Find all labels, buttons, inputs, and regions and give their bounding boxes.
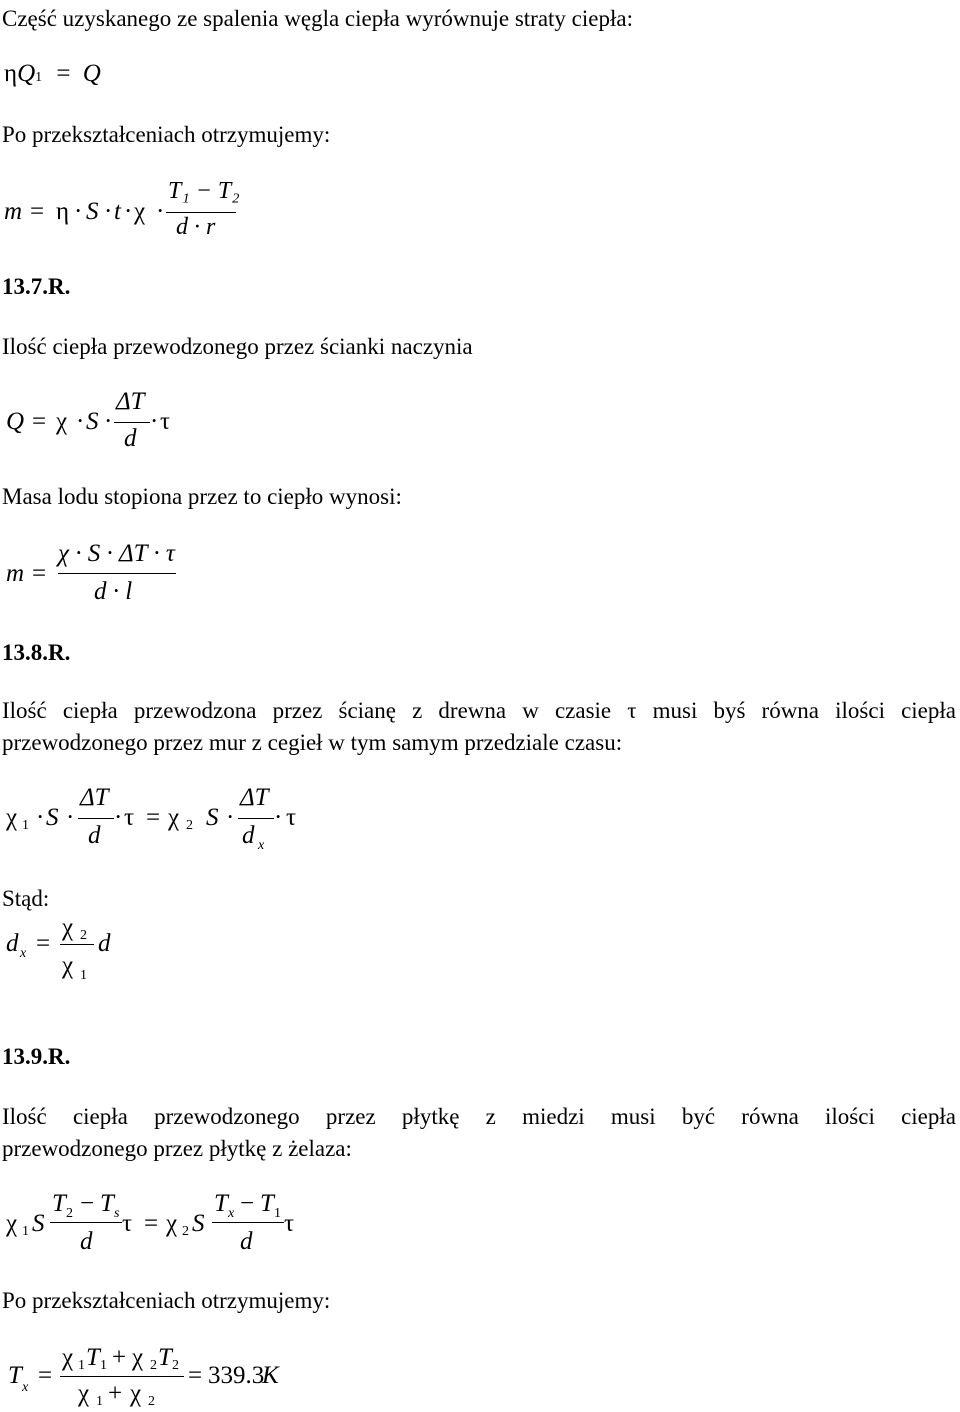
fraction-numerator: ΔT: [240, 784, 269, 811]
tau-symbol: τ: [284, 1210, 295, 1237]
subscript: 1: [22, 818, 29, 833]
paragraph-ice-mass: Masa lodu stopiona przez to ciepło wynosi:: [2, 484, 402, 509]
fraction-bar: [114, 422, 150, 423]
subscript: s: [114, 1206, 120, 1221]
subscript: 2: [182, 1224, 189, 1239]
dot-operator: ·: [104, 198, 113, 225]
chi-symbol: χ: [132, 1344, 144, 1371]
q-symbol: Q: [82, 60, 101, 87]
paragraph-transformations: Po przekształceniach otrzymujemy:: [2, 122, 331, 147]
dot-operator: ·: [124, 198, 133, 225]
equals-sign: =: [188, 1362, 203, 1389]
subscript: 2: [186, 818, 193, 833]
fraction-denominator: d: [88, 822, 101, 849]
subscript: 1: [78, 1358, 85, 1373]
eta-symbol: η: [4, 60, 18, 87]
q-symbol: Q: [6, 408, 25, 435]
subscript: 2: [172, 1358, 179, 1373]
equals-sign: =: [38, 1362, 53, 1389]
dot-operator: ·: [76, 408, 85, 435]
chi-symbol: χ: [6, 1210, 18, 1237]
equation-heat-balance: [4, 60, 101, 88]
s-symbol: S: [32, 1210, 45, 1237]
subscript: x: [228, 1206, 235, 1221]
t-symbol: T: [86, 1344, 100, 1371]
subscript: 2: [80, 928, 87, 943]
chi-symbol: χ: [62, 914, 74, 941]
fraction-bar: [60, 944, 94, 945]
chi-symbol: χ: [62, 952, 74, 979]
subscript: 2: [150, 1358, 157, 1373]
fraction-denominator: d: [242, 822, 255, 849]
minus-sign: −: [240, 1190, 255, 1217]
paragraph-heat-walls: Ilość ciepła przewodzonego przez ścianki naczynia: [2, 334, 473, 359]
paragraph-wood-wall-cont: przewodzonego przez mur z cegieł w tym samym przedziale czasu:: [2, 730, 623, 755]
fraction-bar: [60, 1376, 184, 1377]
dot-operator: ·: [274, 804, 283, 831]
kelvin-unit: K: [262, 1362, 279, 1389]
subscript: 1: [274, 1206, 281, 1221]
subscript: 1: [96, 1394, 103, 1409]
tau-symbol: τ: [160, 408, 171, 435]
eta-symbol: η: [56, 198, 70, 225]
plus-sign: +: [112, 1344, 127, 1371]
d-symbol: d: [6, 930, 19, 957]
fraction-numerator: T₁ − T₂: [168, 178, 240, 204]
subscript: 1: [22, 1224, 29, 1239]
fraction-numerator: χ · S · ΔT · τ: [58, 540, 175, 567]
subscript: 1: [80, 968, 87, 983]
mass-symbol: m: [4, 198, 23, 225]
dot-operator: ·: [74, 198, 83, 225]
q-symbol: Q: [17, 60, 36, 87]
equals-sign: =: [144, 1210, 159, 1237]
equals-sign: =: [30, 198, 45, 225]
s-symbol: S: [86, 408, 99, 435]
dot-operator: ·: [114, 804, 123, 831]
subscript: 2: [148, 1394, 155, 1409]
t-symbol: T: [158, 1344, 172, 1371]
result-value: 339.3: [208, 1362, 265, 1389]
fraction-numerator: ΔT: [116, 388, 145, 415]
tau-symbol: τ: [122, 1210, 133, 1237]
fraction-bar: [78, 818, 114, 819]
subscript: 2: [66, 1206, 73, 1221]
dot-operator: ·: [104, 408, 113, 435]
fraction-bar: [212, 1222, 284, 1223]
paragraph-copper-plate-cont: przewodzonego przez płytkę z żelaza:: [2, 1136, 352, 1161]
fraction-denominator: d: [80, 1228, 93, 1255]
d-symbol: d: [98, 930, 111, 957]
paragraph-copper-plate: Ilość ciepła przewodzonego przez płytkę z miedzi musi być równa ilości ciepła: [2, 1104, 956, 1129]
plus-sign: +: [108, 1380, 123, 1407]
s-symbol: S: [206, 804, 219, 831]
chi-symbol: χ: [6, 804, 18, 831]
minus-sign: −: [80, 1190, 95, 1217]
equals-sign: =: [32, 408, 47, 435]
fraction-bar: [50, 1222, 122, 1223]
t-symbol: T: [260, 1190, 274, 1217]
t-symbol: t: [114, 198, 121, 225]
dot-operator: ·: [150, 408, 159, 435]
chi-symbol: χ: [134, 198, 146, 225]
section-heading-13-8: 13.8.R.: [2, 640, 71, 665]
dot-operator: ·: [226, 804, 235, 831]
t-symbol: T: [52, 1190, 66, 1217]
subscript: x: [20, 946, 27, 961]
chi-symbol: χ: [56, 408, 68, 435]
fraction-bar: [58, 573, 176, 574]
s-symbol: S: [86, 198, 99, 225]
fraction-denominator: d: [240, 1228, 253, 1255]
dot-operator: ·: [36, 804, 45, 831]
dot-operator: ·: [156, 198, 165, 225]
t-symbol: T: [214, 1190, 228, 1217]
equals-sign: =: [56, 60, 71, 87]
subscript: x: [22, 1380, 29, 1395]
paragraph-heat-balance: Część uzyskanego ze spalenia węgla ciepła wyrównuje straty ciepła:: [2, 6, 633, 31]
t-symbol: T: [100, 1190, 114, 1217]
fraction-denominator: d: [124, 425, 137, 452]
chi-symbol: χ: [168, 804, 180, 831]
s-symbol: S: [46, 804, 59, 831]
dot-operator: ·: [66, 804, 75, 831]
chi-symbol: χ: [166, 1210, 178, 1237]
paragraph-transformations-2: Po przekształceniach otrzymujemy:: [2, 1288, 331, 1313]
subscript: x: [258, 838, 265, 853]
paragraph-wood-wall: Ilość ciepła przewodzona przez ścianę z drewna w czasie τ musi byś równa ilości ciepła: [2, 698, 956, 723]
fraction-bar: [166, 212, 236, 213]
mass-symbol: m: [6, 560, 25, 587]
equals-sign: =: [36, 930, 51, 957]
tau-symbol: τ: [286, 804, 297, 831]
chi-symbol: χ: [78, 1380, 90, 1407]
fraction-denominator: d · r: [176, 214, 216, 240]
fraction-numerator: ΔT: [80, 784, 109, 811]
equals-sign: =: [146, 804, 161, 831]
section-heading-13-7: 13.7.R.: [2, 274, 71, 299]
fraction-bar: [238, 818, 274, 819]
tau-symbol: τ: [124, 804, 135, 831]
chi-symbol: χ: [62, 1344, 74, 1371]
fraction-denominator: d · l: [94, 578, 133, 605]
s-symbol: S: [192, 1210, 205, 1237]
subscript: 1: [35, 70, 43, 85]
equals-sign: =: [32, 560, 47, 587]
chi-symbol: χ: [130, 1380, 142, 1407]
t-symbol: T: [8, 1362, 22, 1389]
subscript: 1: [100, 1358, 107, 1373]
paragraph-hence: Stąd:: [2, 886, 50, 911]
section-heading-13-9: 13.9.R.: [2, 1044, 71, 1069]
